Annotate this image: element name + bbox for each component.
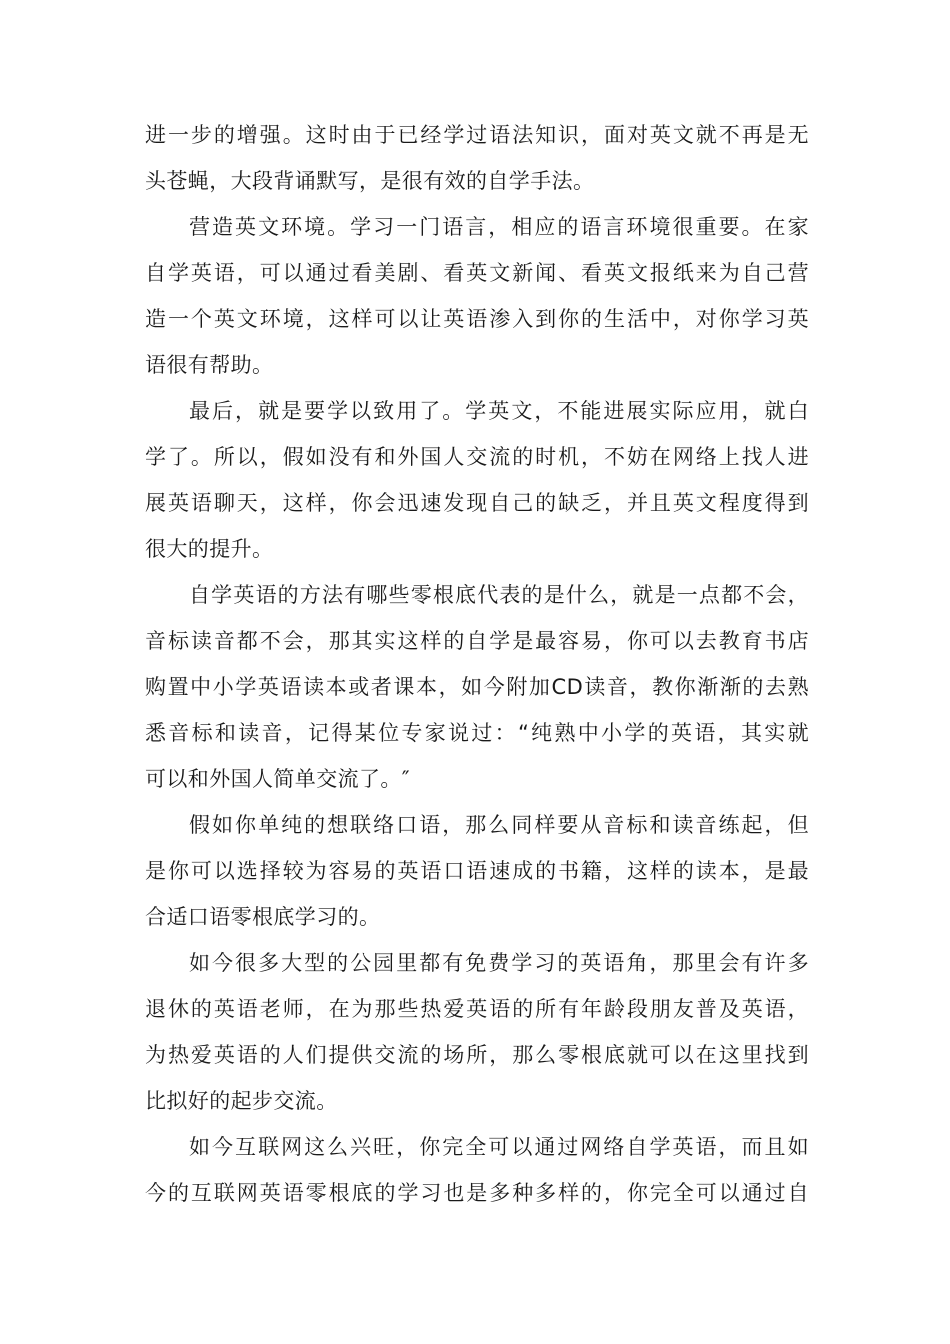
text-line: 如今很多大型的公园里都有免费学习的英语角，那里会有许多: [189, 951, 809, 975]
text-line: 如今互联网这么兴旺，你完全可以通过网络自学英语，而且如: [189, 1135, 809, 1159]
text-line: 自学英语的方法有哪些零根底代表的是什么，就是一点都不会，: [189, 583, 809, 607]
text-line: 比拟好的起步交流。: [145, 1089, 338, 1113]
text-line: 为热爱英语的人们提供交流的场所，那么零根底就可以在这里找到: [145, 1043, 809, 1067]
text-line: 音标读音都不会，那其实这样的自学是最容易，你可以去教育书店: [145, 629, 809, 653]
text-line: 今的互联网英语零根底的学习也是多种多样的，你完全可以通过自: [145, 1181, 809, 1205]
text-line: 很大的提升。: [145, 537, 274, 561]
text-line: 造一个英文环境，这样可以让英语渗入到你的生活中，对你学习英: [145, 307, 809, 331]
text-line: 悉音标和读音，记得某位专家说过：“纯熟中小学的英语，其实就: [145, 721, 809, 745]
text-line: 合适口语零根底学习的。: [145, 905, 381, 929]
text-line: 最后，就是要学以致用了。学英文，不能进展实际应用，就白: [189, 399, 809, 423]
text-line: 营造英文环境。学习一门语言，相应的语言环境很重要。在家: [189, 215, 809, 239]
text-line: 购置中小学英语读本或者课本，如今附加CD读音，教你渐渐的去熟: [145, 675, 809, 699]
text-line: 退休的英语老师，在为那些热爱英语的所有年龄段朋友普及英语，: [145, 997, 809, 1021]
text-line: 自学英语，可以通过看美剧、看英文新闻、看英文报纸来为自己营: [145, 261, 809, 285]
text-line: 展英语聊天，这样，你会迅速发现自己的缺乏，并且英文程度得到: [145, 491, 809, 515]
text-line: 是你可以选择较为容易的英语口语速成的书籍，这样的读本，是最: [145, 859, 809, 883]
text-line: 头苍蝇，大段背诵默写，是很有效的自学手法。: [145, 169, 595, 193]
document-body: [145, 112, 809, 1216]
text-line: 语很有帮助。: [145, 353, 274, 377]
text-line: 进一步的增强。这时由于已经学过语法知识，面对英文就不再是无: [145, 123, 809, 147]
text-line: 学了。所以，假如没有和外国人交流的时机，不妨在网络上找人进: [145, 445, 809, 469]
text-line: 假如你单纯的想联络口语，那么同样要从音标和读音练起，但: [189, 813, 809, 837]
text-line: 可以和外国人简单交流了。″: [145, 767, 411, 791]
